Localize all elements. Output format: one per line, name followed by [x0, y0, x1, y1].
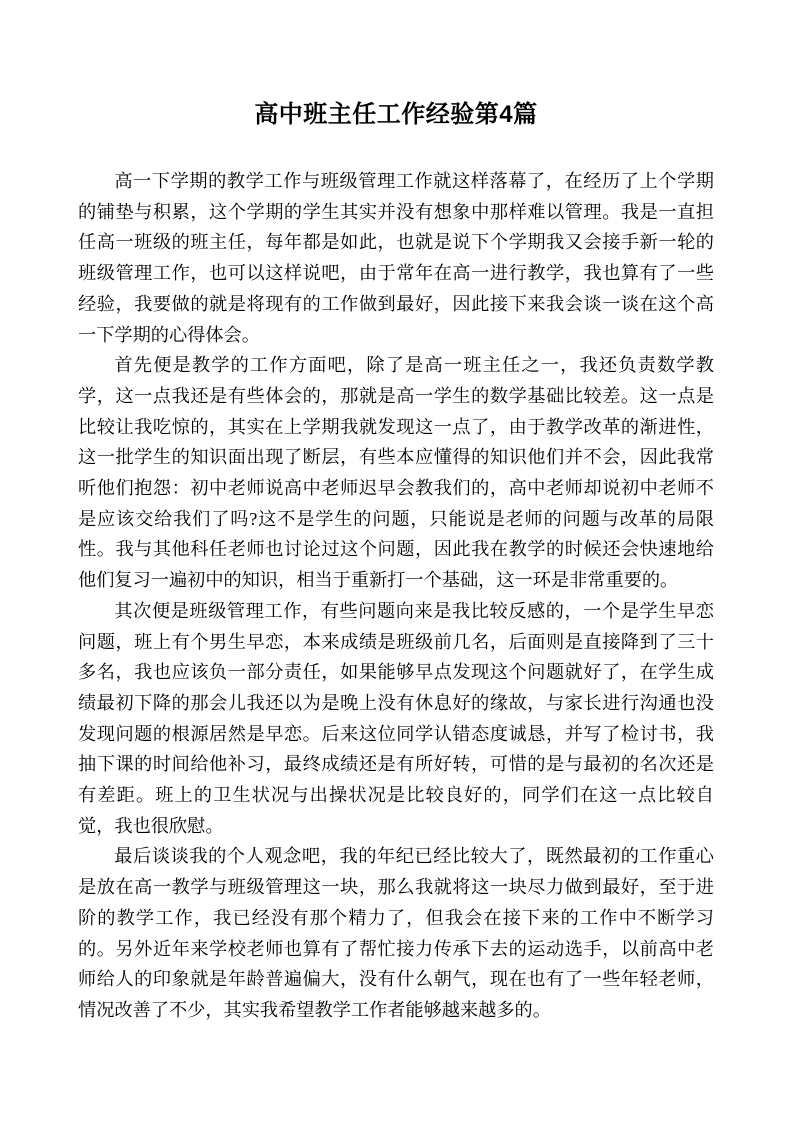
paragraph-intro: 高一下学期的教学工作与班级管理工作就这样落幕了，在经历了上个学期的铺垫与积累，这个学期的学生其实并没有想象中那样难以管理。我是一直担任高一班级的班主任，每年都是如此，也就是说下个学期我又会接手新一轮的班级管理工作，也可以这样说吧，由于常年在高一进行教学，我也算有了一些经验，我要做的就是将现有的工作做到最好，因此接下来我会谈一谈在这个高一下学期的心得体会。 — [78, 171, 714, 345]
paragraph-personal-view: 最后谈谈我的个人观念吧，我的年纪已经比较大了，既然最初的工作重心是放在高一教学与班级管理这一块，那么我就将这一块尽力做到最好，至于进阶的教学工作，我已经没有那个精力了，但我会在接下来的工作中不断学习的。另外近年来学校老师也算有了帮忙接力传承下去的运动选手，以前高中老师给人的印象就是年龄普遍偏大，没有什么朝气，现在也有了一些年轻老师，情况改善了不少，其实我希望教学工作者能够越来越多的。 — [78, 846, 714, 1020]
document-body — [78, 166, 714, 1026]
paragraph-class-management: 其次便是班级管理工作，有些问题向来是我比较反感的，一个是学生早恋问题，班上有个男生早恋，本来成绩是班级前几名，后面则是直接降到了三十多名，我也应该负一部分责任，如果能够早点发现这个问题就好了，在学生成绩最初下降的那会儿我还以为是晚上没有休息好的缘故，与家长进行沟通也没发现问题的根源居然是早恋。后来这位同学认错态度诚恳，并写了检讨书，我抽下课的时间给他补习，最终成绩还是有所好转，可惜的是与最初的名次还是有差距。班上的卫生状况与出操状况是比较良好的，同学们在这一点比较自觉，我也很欣慰。 — [78, 600, 714, 836]
page-title: 高中班主任工作经验第4篇 — [254, 101, 538, 128]
paragraph-teaching-work: 首先便是教学的工作方面吧，除了是高一班主任之一，我还负责数学教学，这一点我还是有些体会的，那就是高一学生的数学基础比较差。这一点是比较让我吃惊的，其实在上学期我就发现这一点了，由于教学改革的渐进性，这一批学生的知识面出现了断层，有些本应懂得的知识他们并不会，因此我常听他们抱怨：初中老师说高中老师迟早会教我们的，高中老师却说初中老师不是应该交给我们了吗?这不是学生的问题，只能说是老师的问题与改革的局限性。我与其他科任老师也讨论过这个问题，因此我在教学的时候还会快速地给他们复习一遍初中的知识，相当于重新打一个基础，这一环是非常重要的。 — [78, 355, 714, 591]
